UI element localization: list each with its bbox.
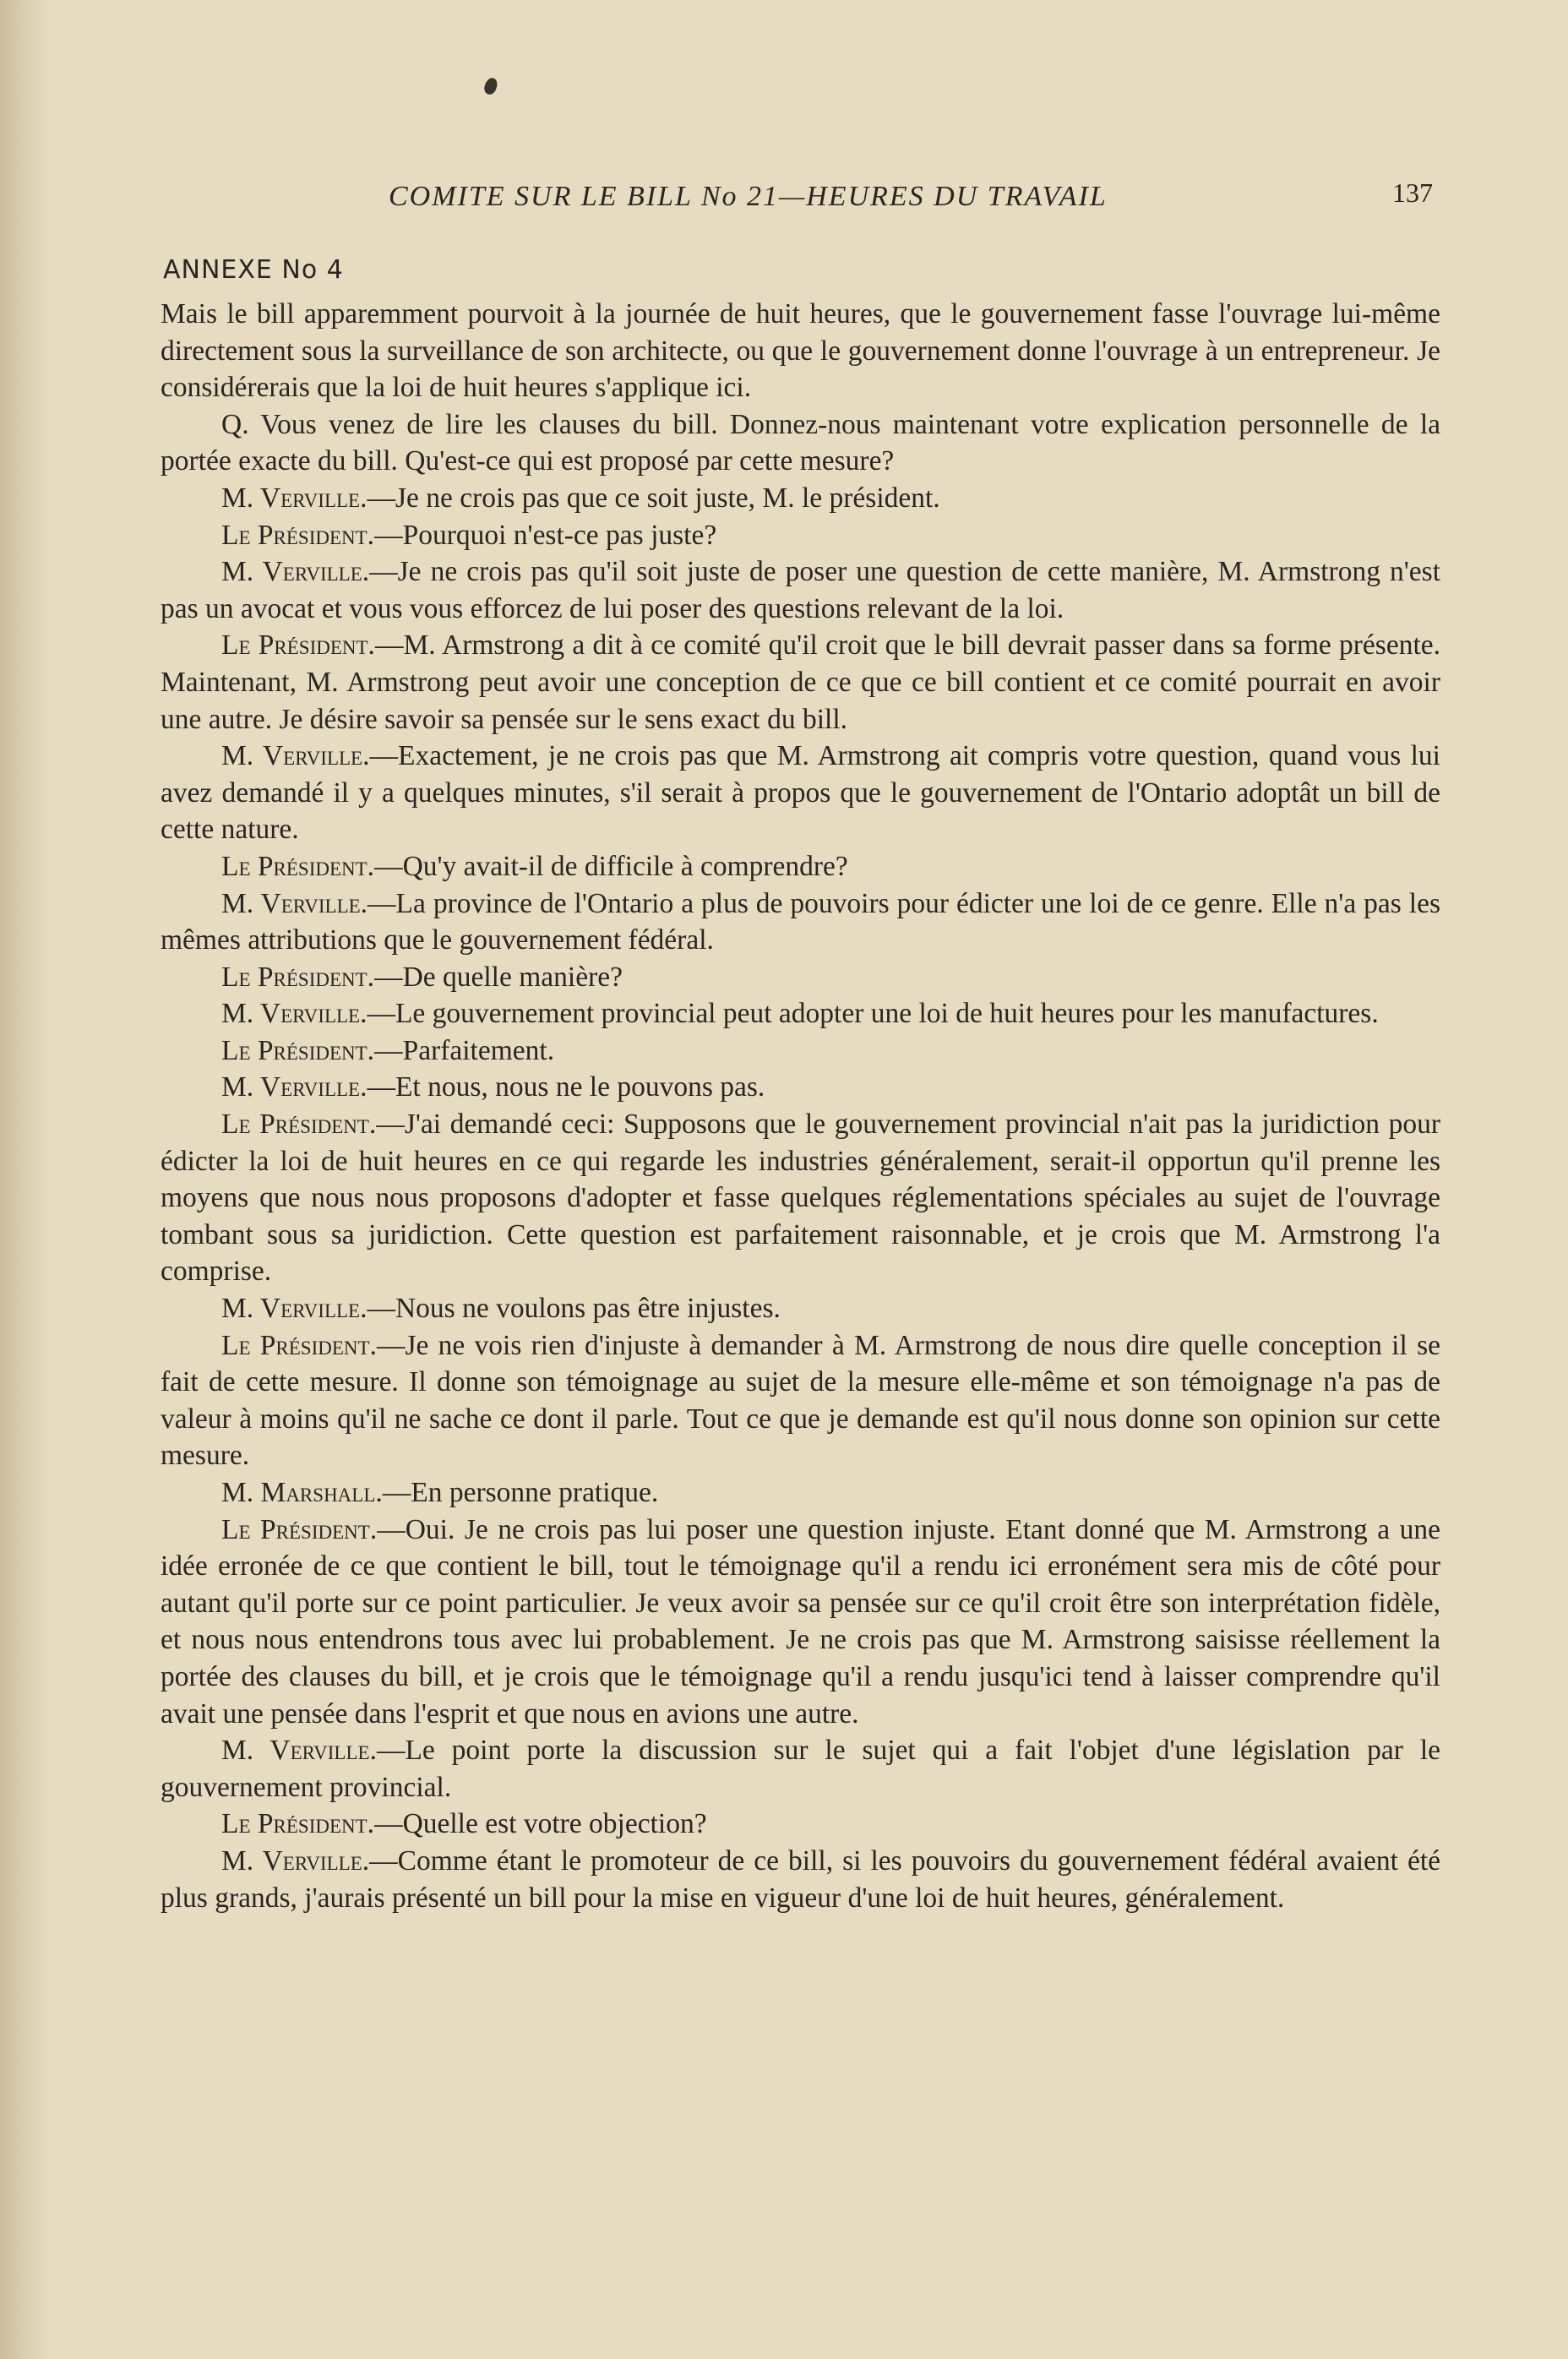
speaker-name: Le Président. <box>221 1109 377 1141</box>
paragraph-text: —Je ne vois rien d'injuste à demander à M. Armstrong de nous dire quelle conception il se fait de cette mesure. Il donne son témoignage au sujet de la mesure elle-même et son témoignage n'a pas de valeur à moins qu'il ne sache ce dont il parle. Tout ce que je demande est qu'il nous donne son opinion sur cette mesure. <box>161 1329 1440 1472</box>
paragraph <box>161 1106 1440 1290</box>
paragraph-text: Mais le bill apparemment pourvoit à la journée de huit heures, que le gouvernement fasse l'ouvrage lui-même directement sous la surveillance de son architecte, ou que le gouvernement donne l'ouvrage à un entrepreneur. Je considérerais que la loi de huit heures s'applique ici. <box>161 298 1440 404</box>
ink-blot-mark <box>482 76 499 96</box>
paragraph-text: —Pourquoi n'est-ce pas juste? <box>374 519 717 551</box>
speaker-name: Le Président. <box>221 1808 375 1840</box>
paragraph <box>161 1327 1440 1474</box>
paragraph <box>161 553 1440 627</box>
paragraph-text: —Nous ne voulons pas être injustes. <box>367 1293 781 1325</box>
paragraph-text: —J'ai demandé ceci: Supposons que le gouvernement provincial n'ait pas la juridiction pour édicter la loi de huit heures en ce qui regarde les industries généralement, serait-il opportun qu'il prenne les moyens que nous nous proposons d'adopter et fasse quelques réglementations spéciales au sujet de l'ouvrage tombant sous sa juridiction. Cette question est parfaitement raisonnable, et je crois que M. Armstrong l'a comprise. <box>161 1109 1440 1288</box>
paragraph-text: —Le point porte la discussion sur le sujet qui a fait l'objet d'une législation par le gouvernement provincial. <box>161 1735 1441 1803</box>
paragraph-text: Q. Vous venez de lire les clauses du bill. Donnez-nous maintenant votre explication personnelle de la portée exacte du bill. Qu'est-ce qui est proposé par cette mesure? <box>161 408 1440 477</box>
paragraph <box>161 738 1440 848</box>
speaker-name: M. Verville. <box>221 887 368 919</box>
speaker-name: M. Verville. <box>221 1844 370 1877</box>
paragraph-text: —Je ne crois pas qu'il soit juste de poser une question de cette manière, M. Armstrong n'est pas un avocat et vous vous efforcez de lui poser des questions relevant de la loi. <box>161 556 1440 624</box>
speaker-name: M. Verville. <box>221 482 368 514</box>
speaker-name: M. Verville. <box>221 740 370 772</box>
paragraph-text: —Oui. Je ne crois pas lui poser une question injuste. Etant donné que M. Armstrong a une idée erronée de ce que contient le bill, tout le témoignage qu'il a rendu ici erronément sera mis de côté pour autant qu'il porte sur ce point particulier. Je veux avoir sa pensée sur ce qu'il croit être son interprétation fidèle, et nous nous entendrons tous avec lui probablement. Je ne crois pas que M. Armstrong saisisse réellement la portée des clauses du bill, et je crois que le témoignage qu'il a rendu jusqu'ici tend à laisser comprendre qu'il avait une pensée dans l'esprit et que nous en avions une autre. <box>161 1513 1440 1730</box>
speaker-name: M. Verville. <box>221 1735 377 1767</box>
paragraph <box>161 517 1440 554</box>
page-binding-shadow <box>0 0 51 2359</box>
annex-label: ANNEXE No 4 <box>163 255 344 285</box>
paragraph-text: —Comme étant le promoteur de ce bill, si les pouvoirs du gouvernement fédéral avaient été plus grands, j'aurais présenté un bill pour la mise en vigueur d'une loi de huit heures, généralement. <box>161 1844 1441 1914</box>
paragraph <box>161 1512 1440 1733</box>
paragraph <box>161 1843 1440 1916</box>
paragraph-text: —Exactement, je ne crois pas que M. Armstrong ait compris votre question, quand vous lui avez demandé il y a quelques minutes, s'il serait à propos que le gouvernement de l'Ontario adoptât un bill de cette nature. <box>161 740 1440 846</box>
paragraph <box>161 480 1440 517</box>
speaker-name: Le Président. <box>221 1034 375 1066</box>
speaker-name: M. Verville. <box>221 556 370 588</box>
paragraph <box>161 1474 1440 1512</box>
paragraph-text: —Et nous, nous ne le pouvons pas. <box>367 1071 765 1103</box>
speaker-name: M. Marshall. <box>221 1477 383 1508</box>
speaker-name: Le Président. <box>221 1513 378 1545</box>
paragraph <box>161 1069 1440 1106</box>
paragraph-text: —Je ne crois pas que ce soit juste, M. le président. <box>367 482 940 514</box>
paragraph <box>161 1290 1440 1327</box>
speaker-name: Le Président. <box>221 629 375 662</box>
body-text <box>161 296 1440 1916</box>
paragraph-text: —Le gouvernement provincial peut adopter une loi de huit heures pour les manufactures. <box>367 998 1379 1030</box>
speaker-name: Le Président. <box>221 961 375 993</box>
paragraph-text: —Parfaitement. <box>374 1034 555 1066</box>
paragraph <box>161 1806 1440 1843</box>
speaker-name: M. Verville. <box>221 1293 368 1325</box>
paragraph <box>161 995 1440 1032</box>
paragraph-text: —En personne pratique. <box>382 1477 659 1508</box>
paragraph <box>161 1032 1440 1070</box>
paragraph <box>161 959 1440 996</box>
paragraph <box>161 1732 1440 1806</box>
paragraph <box>161 627 1440 738</box>
speaker-name: Le Président. <box>221 850 375 882</box>
paragraph-text: —M. Armstrong a dit à ce comité qu'il croit que le bill devrait passer dans sa forme présente. Maintenant, M. Armstrong peut avoir une conception de ce que ce bill contient et ce comité pourrait en avoir une autre. Je désire savoir sa pensée sur le sens exact du bill. <box>161 629 1440 735</box>
running-head-title: COMITE SUR LE BILL No 21—HEURES DU TRAVAIL <box>389 181 1108 212</box>
speaker-name: Le Président. <box>221 1329 377 1361</box>
paragraph-text: —Qu'y avait-il de difficile à comprendre? <box>374 850 848 882</box>
paragraph <box>161 406 1440 480</box>
speaker-name: M. Verville. <box>221 1071 368 1103</box>
page-number: 137 <box>1392 177 1433 208</box>
paragraph <box>161 885 1440 959</box>
paragraph <box>161 848 1440 885</box>
speaker-name: Le Président. <box>221 519 375 551</box>
paragraph <box>161 296 1440 406</box>
paragraph-text: —Quelle est votre objection? <box>374 1808 707 1840</box>
speaker-name: M. Verville. <box>221 998 368 1030</box>
paragraph-text: —La province de l'Ontario a plus de pouvoirs pour édicter une loi de ce genre. Elle n'a pas les mêmes attributions que le gouvernement fédéral. <box>161 887 1440 956</box>
paragraph-text: —De quelle manière? <box>374 961 623 993</box>
